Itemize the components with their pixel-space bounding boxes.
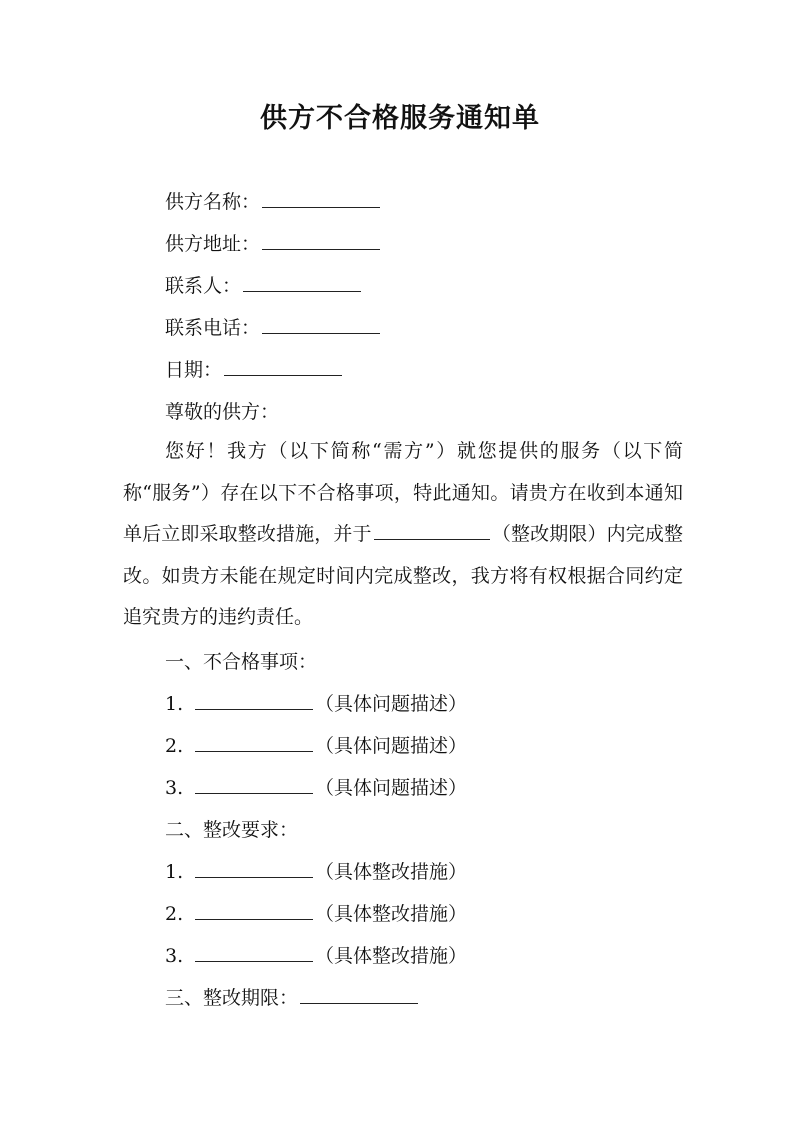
item-number: 1.	[165, 861, 184, 883]
supplier-address-label: 供方地址：	[165, 233, 261, 255]
contact-row	[165, 274, 363, 298]
list-item	[165, 734, 467, 758]
date-row	[165, 358, 344, 382]
deadline-blank	[374, 523, 490, 540]
phone-row	[165, 316, 382, 340]
section3-blank	[300, 987, 418, 1004]
item-blank	[195, 945, 313, 962]
list-item	[165, 692, 467, 716]
list-item	[165, 776, 467, 800]
body-text-part1: 您好！我方（以下简称“需方”）就您提供的服务（以下简称“服务”）存在以下不合格事项，特此通知。请贵方在收到本通知单后立即采取整改措施，并于	[123, 440, 683, 545]
item-desc: （具体问题描述）	[315, 735, 468, 757]
item-desc: （具体整改措施）	[315, 861, 468, 883]
item-blank	[195, 861, 313, 878]
supplier-address-row	[165, 232, 382, 256]
document-title: 供方不合格服务通知单	[260, 103, 540, 134]
list-item	[165, 944, 467, 968]
item-number: 3.	[165, 945, 184, 967]
item-desc: （具体问题描述）	[315, 693, 468, 715]
section3-row	[165, 986, 420, 1010]
item-number: 2.	[165, 903, 184, 925]
list-item	[165, 902, 467, 926]
list-item	[165, 860, 467, 884]
item-blank	[195, 693, 313, 710]
body-paragraph	[123, 431, 683, 639]
section2-heading: 二、整改要求：	[165, 819, 299, 841]
item-blank	[195, 777, 313, 794]
section3-heading: 三、整改期限：	[165, 987, 299, 1009]
phone-label: 联系电话：	[165, 317, 261, 339]
item-desc: （具体整改措施）	[315, 903, 468, 925]
item-blank	[195, 735, 313, 752]
supplier-name-label: 供方名称：	[165, 191, 261, 213]
supplier-address-blank	[262, 233, 380, 250]
supplier-name-blank	[262, 191, 380, 208]
item-number: 2.	[165, 735, 184, 757]
phone-blank	[262, 317, 380, 334]
contact-label: 联系人：	[165, 275, 242, 297]
date-label: 日期：	[165, 359, 223, 381]
supplier-name-row	[165, 190, 382, 214]
section1-heading: 一、不合格事项：	[165, 651, 318, 673]
item-number: 1.	[165, 693, 184, 715]
greeting: 尊敬的供方：	[165, 401, 280, 423]
body-text-part2: （整改期限）内完成整改。如贵方未能在规定时间内完成整改，我方将有权根据合同约定追究贵方的违约责任。	[123, 523, 683, 628]
item-number: 3.	[165, 777, 184, 799]
item-blank	[195, 903, 313, 920]
date-blank	[224, 359, 342, 376]
item-desc: （具体整改措施）	[315, 945, 468, 967]
item-desc: （具体问题描述）	[315, 777, 468, 799]
contact-blank	[243, 275, 361, 292]
